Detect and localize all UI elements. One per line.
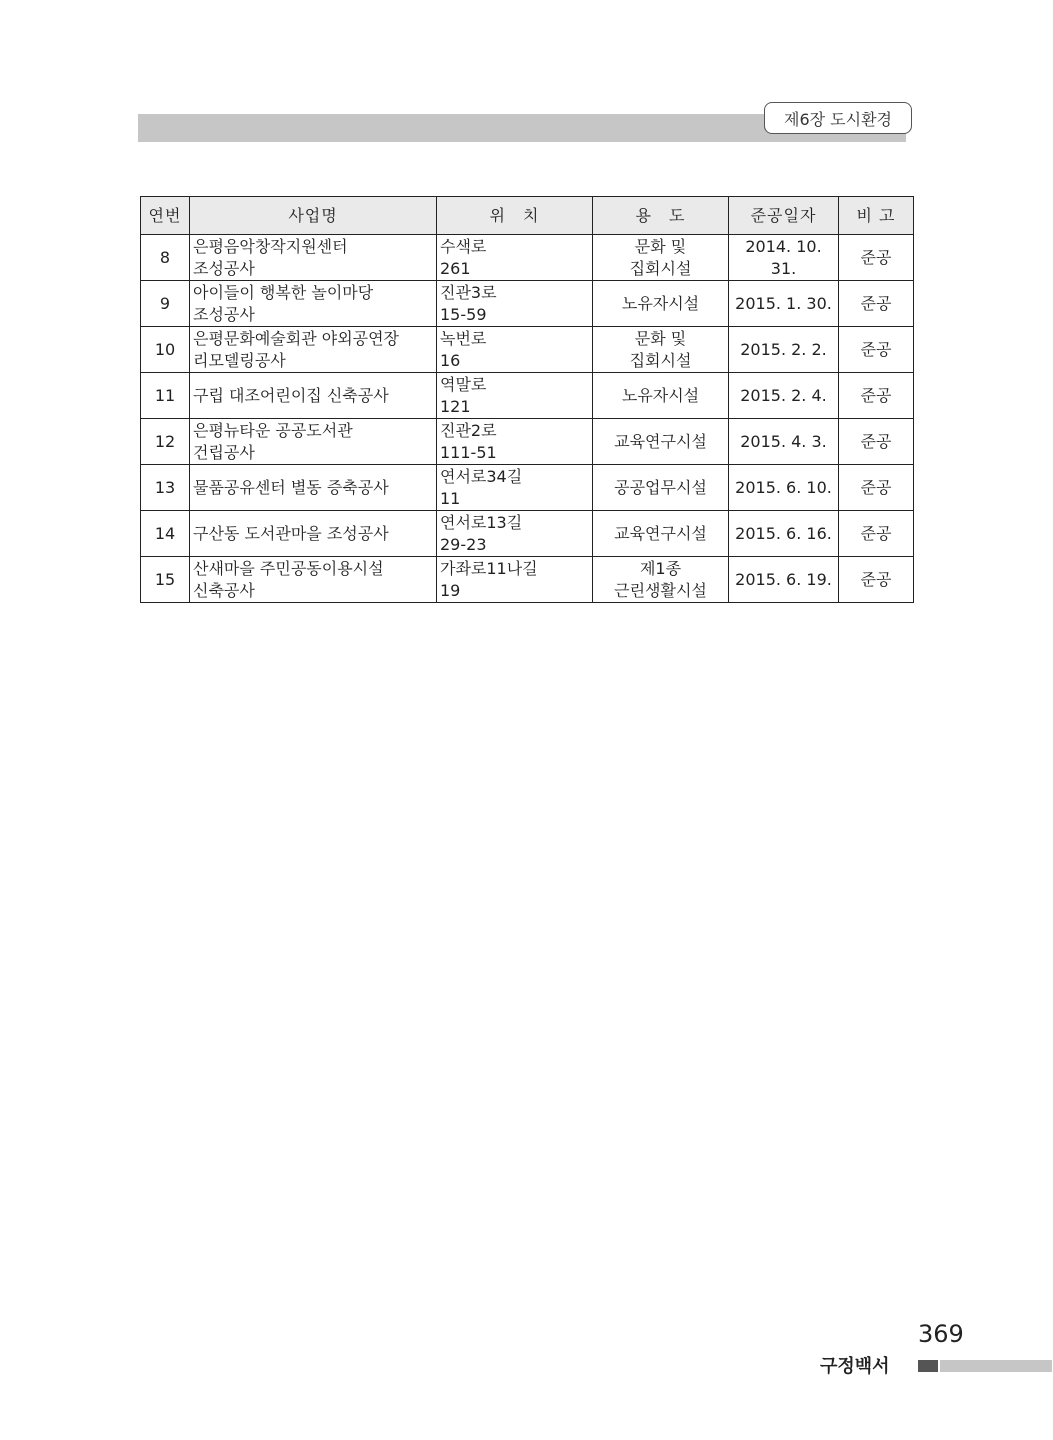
location-cell-line: 111-51 <box>440 442 497 462</box>
use-cell-line: 문화 및 <box>634 328 687 348</box>
note-cell: 준공 <box>839 327 914 373</box>
project-name-cell <box>190 557 437 603</box>
table-row <box>141 465 914 511</box>
location-cell-line: 11 <box>440 488 461 508</box>
table-row <box>141 327 914 373</box>
location-cell-line: 29-23 <box>440 534 487 554</box>
footer-accent-block <box>918 1360 938 1372</box>
book-title: 구정백서 <box>820 1356 890 1377</box>
use-cell <box>593 373 729 419</box>
row-number-cell: 10 <box>141 327 190 373</box>
location-cell <box>437 465 593 511</box>
column-header: 준공일자 <box>729 197 839 235</box>
project-name-cell-line: 건립공사 <box>193 442 255 462</box>
column-header: 용 도 <box>593 197 729 235</box>
completion-date-cell: 2015. 2. 4. <box>729 373 839 419</box>
use-cell <box>593 327 729 373</box>
completion-table <box>140 196 914 603</box>
location-cell-line: 진관2로 <box>440 420 497 440</box>
project-name-cell <box>190 281 437 327</box>
location-cell <box>437 281 593 327</box>
completion-date-cell: 2015. 6. 16. <box>729 511 839 557</box>
use-cell-line: 노유자시설 <box>621 385 700 405</box>
project-name-cell-line: 은평음악창작지원센터 <box>193 236 348 256</box>
note-cell: 준공 <box>839 373 914 419</box>
table-row <box>141 419 914 465</box>
use-cell-line: 공공업무시설 <box>614 477 707 497</box>
row-number-cell: 11 <box>141 373 190 419</box>
note-cell: 준공 <box>839 511 914 557</box>
completion-date-cell: 2015. 2. 2. <box>729 327 839 373</box>
row-number-cell: 9 <box>141 281 190 327</box>
use-cell-line: 집회시설 <box>629 258 692 278</box>
location-cell-line: 121 <box>440 396 471 416</box>
project-name-cell <box>190 419 437 465</box>
location-cell-line: 역말로 <box>440 374 487 394</box>
project-name-cell-line: 산새마을 주민공동이용시설 <box>193 558 384 578</box>
column-header: 사업명 <box>190 197 437 235</box>
project-name-cell-line: 신축공사 <box>193 580 255 600</box>
use-cell <box>593 281 729 327</box>
location-cell <box>437 557 593 603</box>
location-cell <box>437 419 593 465</box>
note-cell: 준공 <box>839 235 914 281</box>
row-number-cell: 8 <box>141 235 190 281</box>
use-cell-line: 교육연구시설 <box>614 431 707 451</box>
project-name-cell-line: 아이들이 행복한 놀이마당 <box>193 282 374 302</box>
location-cell-line: 가좌로11나길 <box>440 558 538 578</box>
use-cell <box>593 235 729 281</box>
project-name-cell <box>190 373 437 419</box>
project-name-cell-line: 물품공유센터 별동 증축공사 <box>193 477 389 497</box>
location-cell-line: 15-59 <box>440 304 487 324</box>
location-cell <box>437 511 593 557</box>
column-header: 비 고 <box>839 197 914 235</box>
use-cell <box>593 465 729 511</box>
project-name-cell-line: 조성공사 <box>193 304 255 324</box>
table-row <box>141 557 914 603</box>
completion-date-cell: 2015. 6. 19. <box>729 557 839 603</box>
project-name-cell <box>190 327 437 373</box>
page-number: 369 <box>918 1320 964 1348</box>
use-cell <box>593 557 729 603</box>
location-cell-line: 19 <box>440 580 461 600</box>
project-name-cell-line: 은평뉴타운 공공도서관 <box>193 420 353 440</box>
project-name-cell-line: 은평문화예술회관 야외공연장 <box>193 328 400 348</box>
column-header: 위 치 <box>437 197 593 235</box>
project-name-cell <box>190 235 437 281</box>
column-header: 연번 <box>141 197 190 235</box>
location-cell-line: 연서로34길 <box>440 466 523 486</box>
project-name-cell-line: 리모델링공사 <box>193 350 286 370</box>
location-cell-line: 261 <box>440 258 471 278</box>
location-cell-line: 진관3로 <box>440 282 497 302</box>
table-row <box>141 373 914 419</box>
project-name-cell <box>190 511 437 557</box>
location-cell <box>437 373 593 419</box>
row-number-cell: 14 <box>141 511 190 557</box>
location-cell-line: 16 <box>440 350 461 370</box>
project-name-cell-line: 구산동 도서관마을 조성공사 <box>193 523 389 543</box>
location-cell <box>437 327 593 373</box>
row-number-cell: 15 <box>141 557 190 603</box>
completion-date-cell: 2015. 6. 10. <box>729 465 839 511</box>
use-cell-line: 노유자시설 <box>621 293 700 313</box>
use-cell-line: 제1종 <box>639 558 682 578</box>
use-cell-line: 교육연구시설 <box>614 523 707 543</box>
note-cell: 준공 <box>839 557 914 603</box>
table-header-row <box>141 197 914 235</box>
use-cell-line: 집회시설 <box>629 350 692 370</box>
project-name-cell <box>190 465 437 511</box>
project-name-cell-line: 조성공사 <box>193 258 255 278</box>
location-cell-line: 녹번로 <box>440 328 487 348</box>
use-cell <box>593 511 729 557</box>
table-row <box>141 281 914 327</box>
use-cell-line: 근린생활시설 <box>614 580 707 600</box>
location-cell <box>437 235 593 281</box>
note-cell: 준공 <box>839 419 914 465</box>
chapter-tab: 제6장 도시환경 <box>764 102 912 134</box>
footer-bar <box>940 1360 1052 1372</box>
row-number-cell: 12 <box>141 419 190 465</box>
note-cell: 준공 <box>839 281 914 327</box>
use-cell <box>593 419 729 465</box>
table-row <box>141 235 914 281</box>
location-cell-line: 연서로13길 <box>440 512 523 532</box>
row-number-cell: 13 <box>141 465 190 511</box>
project-name-cell-line: 구립 대조어린이집 신축공사 <box>193 385 389 405</box>
completion-date-cell: 2014. 10. 31. <box>729 235 839 281</box>
table-row <box>141 511 914 557</box>
use-cell-line: 문화 및 <box>634 236 687 256</box>
location-cell-line: 수색로 <box>440 236 487 256</box>
completion-date-cell: 2015. 1. 30. <box>729 281 839 327</box>
note-cell: 준공 <box>839 465 914 511</box>
completion-date-cell: 2015. 4. 3. <box>729 419 839 465</box>
